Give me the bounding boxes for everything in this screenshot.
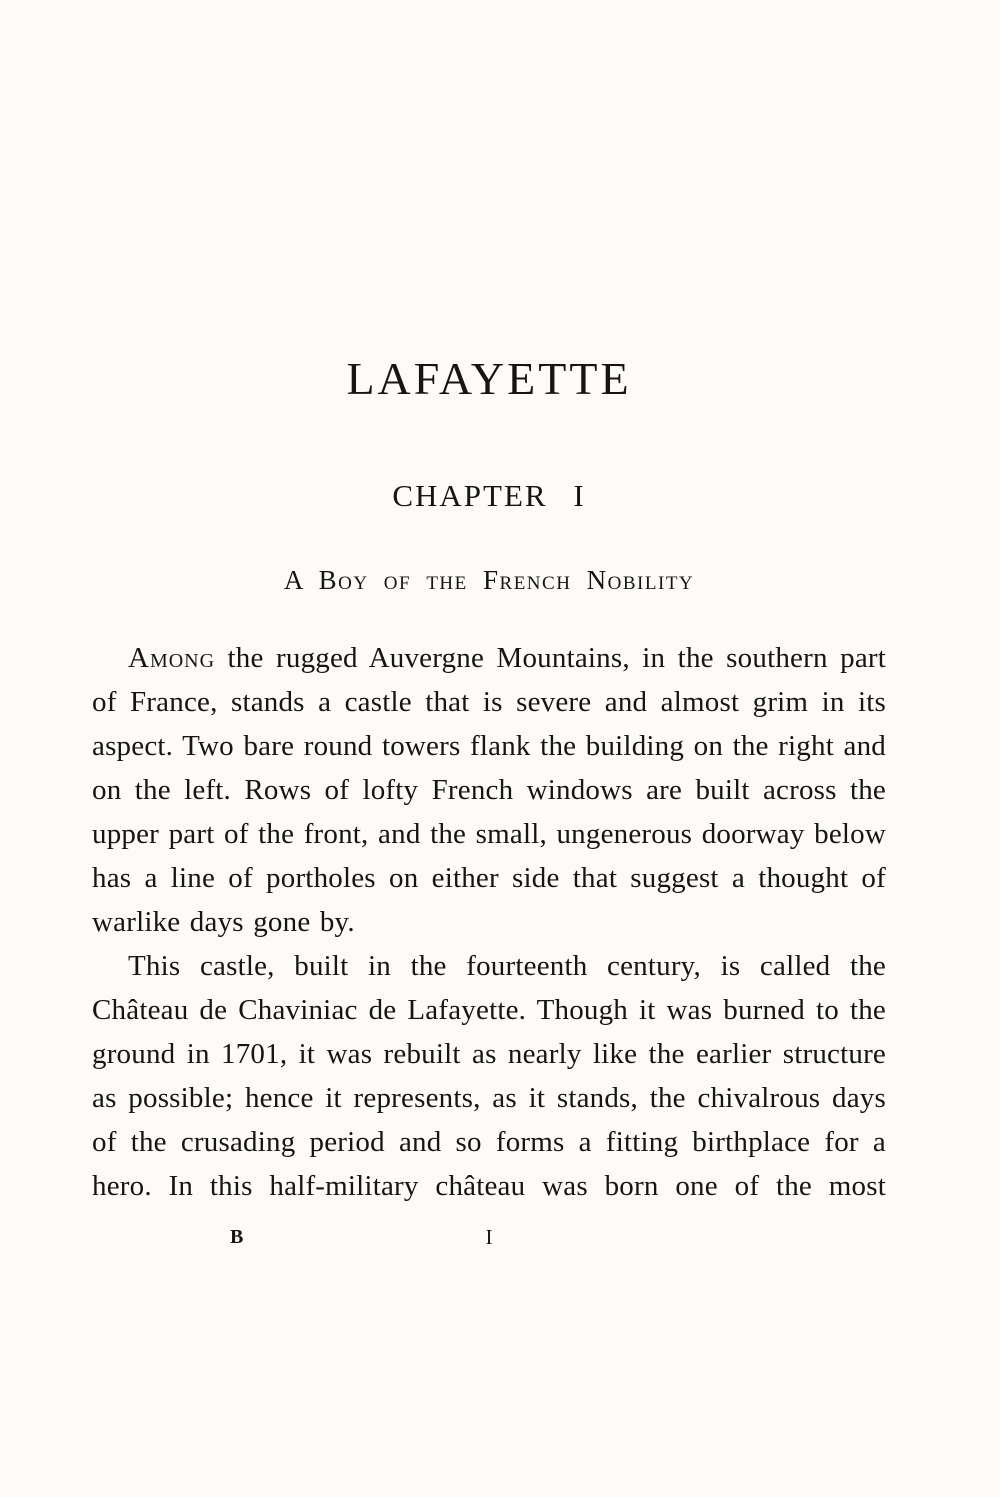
signature-mark: B <box>230 1226 244 1248</box>
paragraph-1-text: the rugged Auvergne Mountains, in the southern part of France, stands a castle that is severe and almost grim in its aspect. Two bare round towers flank the building on the right and on the left. Rows of lofty French windows are built across the upper part of the front, and the small, ungenerous doorway below has a line of portholes on either side that suggest a thought of warlike days gone by. <box>92 642 886 938</box>
chapter-heading: CHAPTER I <box>392 478 586 513</box>
page-number: I <box>485 1225 493 1249</box>
section-heading: A Boy of the French Nobility <box>283 565 695 595</box>
paragraph-1-lead-word: Among <box>128 642 216 674</box>
text-column <box>92 0 886 1256</box>
paragraph-1 <box>92 636 886 944</box>
paragraph-2: This castle, built in the fourteenth century, is called the Château de Chaviniac de Lafayette. Though it was burned to the ground in 1701, it was rebuilt as nearly like the earlier structure as possible; hence it represents, as it stands, the chivalrous days of the crusading period and so forms a fitting birthplace for a hero. In this half-military château was born one of the most <box>92 950 886 1202</box>
page-footer <box>92 1222 886 1256</box>
book-title: LAFAYETTE <box>346 353 632 404</box>
